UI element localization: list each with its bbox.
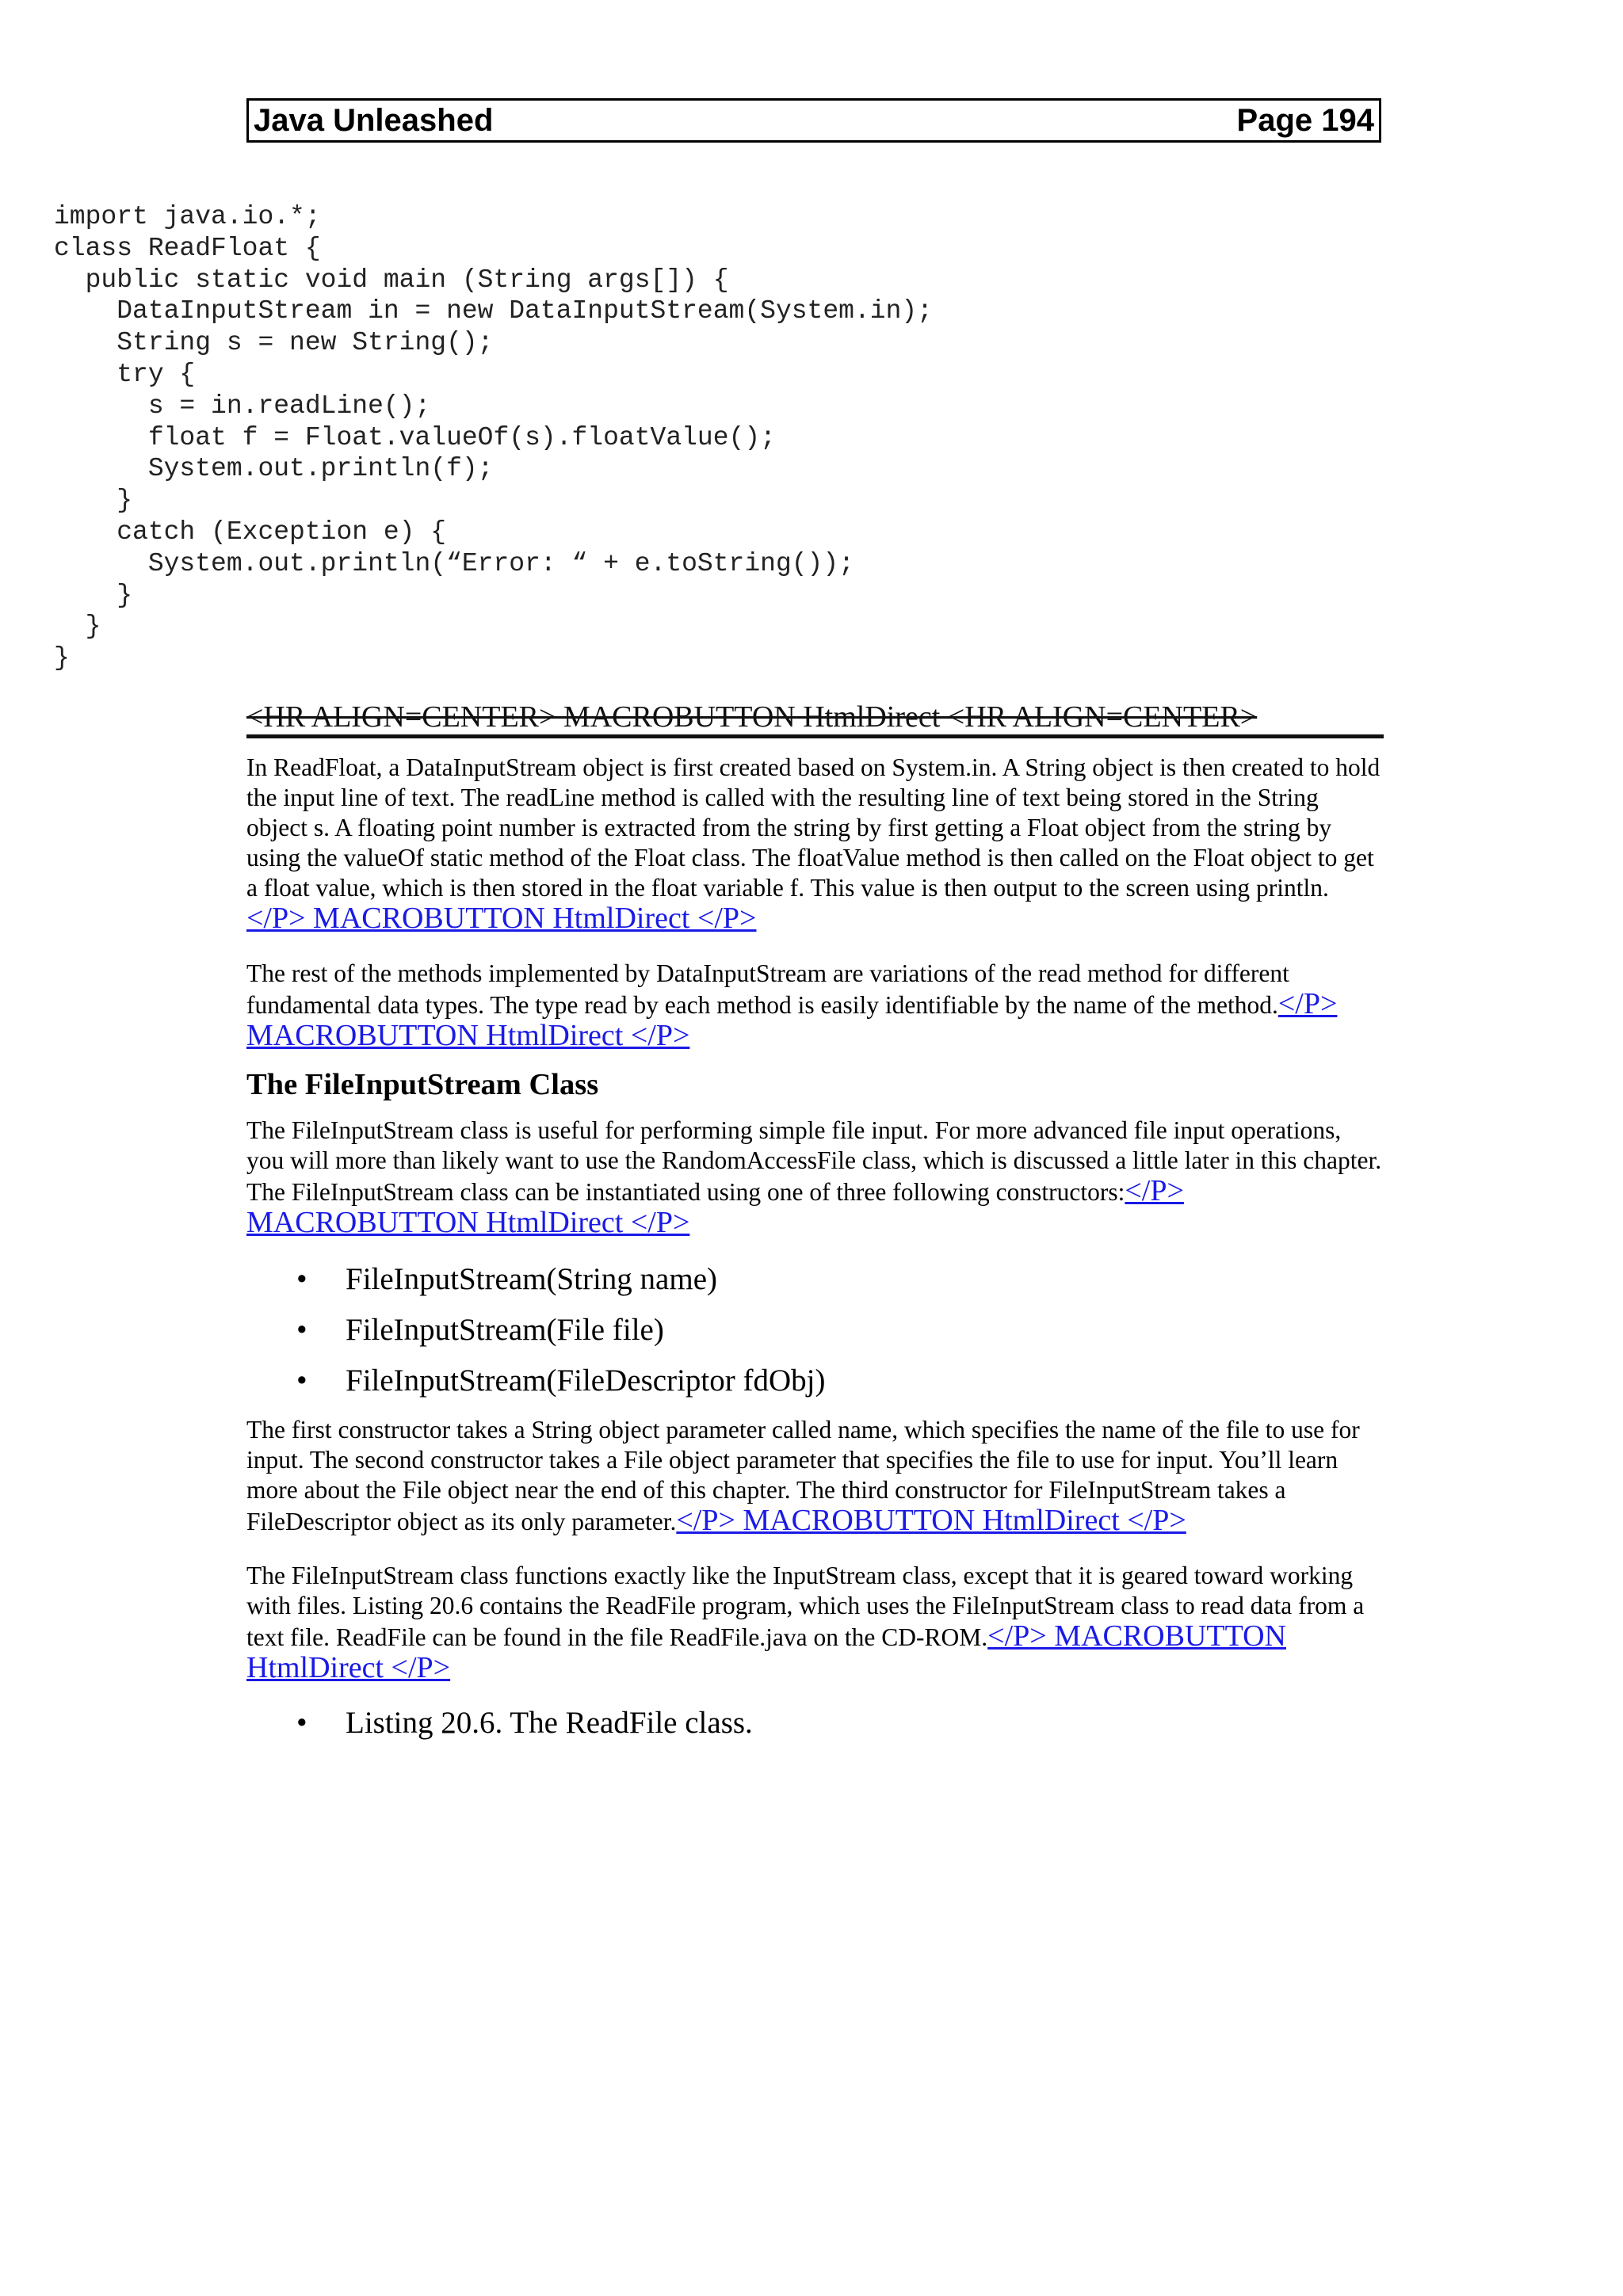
page-header: [246, 98, 1381, 143]
code-listing: [54, 201, 933, 674]
code-line: float f = Float.valueOf(s).floatValue();: [54, 422, 776, 452]
code-line: class ReadFloat {: [54, 233, 321, 263]
macro-link[interactable]: </P> MACROBUTTON HtmlDirect </P>: [246, 902, 757, 935]
code-line: System.out.println(f);: [54, 454, 494, 484]
code-line: public static void main (String args[]) {: [54, 265, 729, 295]
paragraph-datainputstream-methods: [246, 959, 1384, 1052]
macro-link[interactable]: </P> MACROBUTTON HtmlDirect </P>: [676, 1504, 1186, 1537]
code-line: catch (Exception e) {: [54, 517, 447, 547]
paragraph-text: The FileInputStream class functions exactly like the InputStream class, except that it is geared toward working with files. Listing 20.6 contains the ReadFile program, which uses the FileInputStream class to read data from a text file. ReadFile can be found in the file ReadFile.java on the CD-ROM.: [246, 1562, 1365, 1651]
bullet-icon: •: [296, 1313, 307, 1347]
paragraph-text: In ReadFloat, a DataInputStream object is first created based on System.in. A String object is then created to hold the input line of text. The readLine method is called with the resulting line of text being stored in the String object s. A floating point number is extracted from the string by first getting a Float object from the string by using the valueOf static method of the Float class. The floatValue method is then called on the Float object to get a float value, which is then stored in the float variable f. This value is then output to the screen using println.: [246, 753, 1381, 902]
code-line: }: [54, 612, 101, 642]
code-line: }: [54, 643, 70, 673]
paragraph-text: The rest of the methods implemented by DataInputStream are variations of the read method for different fundamental data types. The type read by each method is easily identifiable by the name of the method.: [246, 959, 1289, 1019]
code-line: import java.io.*;: [54, 202, 321, 231]
page-number: Page 194: [1236, 103, 1374, 138]
list-item-text: FileInputStream(String name): [346, 1262, 717, 1296]
bullet-icon: •: [296, 1363, 307, 1398]
macro-link[interactable]: </P> MACROBUTTON HtmlDirect </P>: [246, 1619, 1286, 1684]
listing-caption-list: [246, 1705, 1384, 1741]
code-line: }: [54, 486, 133, 516]
paragraph-text: The first constructor takes a String object parameter called name, which specifies the name of the file to use for input. The second constructor takes a File object parameter that specifies the file to use for input. You’ll learn more about the File object near the end of this chapter. The third constructor for FileInputStream takes a FileDescriptor object as its only parameter.: [246, 1416, 1360, 1535]
hr-macro-line: <HR ALIGN=CENTER> MACROBUTTON HtmlDirect <HR ALIGN=CENTER>: [246, 699, 1384, 738]
code-line: s = in.readLine();: [54, 391, 431, 421]
constructor-list: [246, 1261, 1384, 1399]
code-line: String s = new String();: [54, 328, 494, 358]
list-item: [246, 1363, 1384, 1399]
paragraph-text: The FileInputStream class is useful for performing simple file input. For more advanced file input operations, you will more than likely want to use the RandomAccessFile class, which is discussed a little later in this chapter. The FileInputStream class can be instantiated using one of three following constructors:: [246, 1116, 1382, 1206]
book-title: Java Unleashed: [254, 103, 494, 138]
paragraph-constructor-details: [246, 1415, 1384, 1537]
list-item-text: FileInputStream(FileDescriptor fdObj): [346, 1363, 826, 1398]
code-line: try {: [54, 359, 196, 389]
listing-caption: [246, 1705, 1384, 1741]
list-item: [246, 1312, 1384, 1348]
paragraph-readfile-intro: [246, 1561, 1384, 1684]
body-content: [246, 753, 1384, 1757]
code-line: DataInputStream in = new DataInputStream(System.in);: [54, 296, 933, 326]
bullet-icon: •: [296, 1262, 307, 1296]
macro-link[interactable]: </P> MACROBUTTON HtmlDirect </P>: [246, 1174, 1184, 1239]
bullet-icon: •: [296, 1706, 307, 1740]
code-line: }: [54, 580, 133, 610]
code-line: System.out.println(“Error: “ + e.toString());: [54, 548, 854, 578]
macro-link[interactable]: </P> MACROBUTTON HtmlDirect </P>: [246, 987, 1338, 1052]
section-heading: The FileInputStream Class: [246, 1068, 599, 1101]
listing-caption-text: Listing 20.6. The ReadFile class.: [346, 1706, 753, 1740]
paragraph-readfloat-explanation: [246, 753, 1384, 935]
list-item-text: FileInputStream(File file): [346, 1313, 664, 1347]
list-item: [246, 1261, 1384, 1298]
paragraph-fileinputstream-intro: [246, 1116, 1384, 1239]
